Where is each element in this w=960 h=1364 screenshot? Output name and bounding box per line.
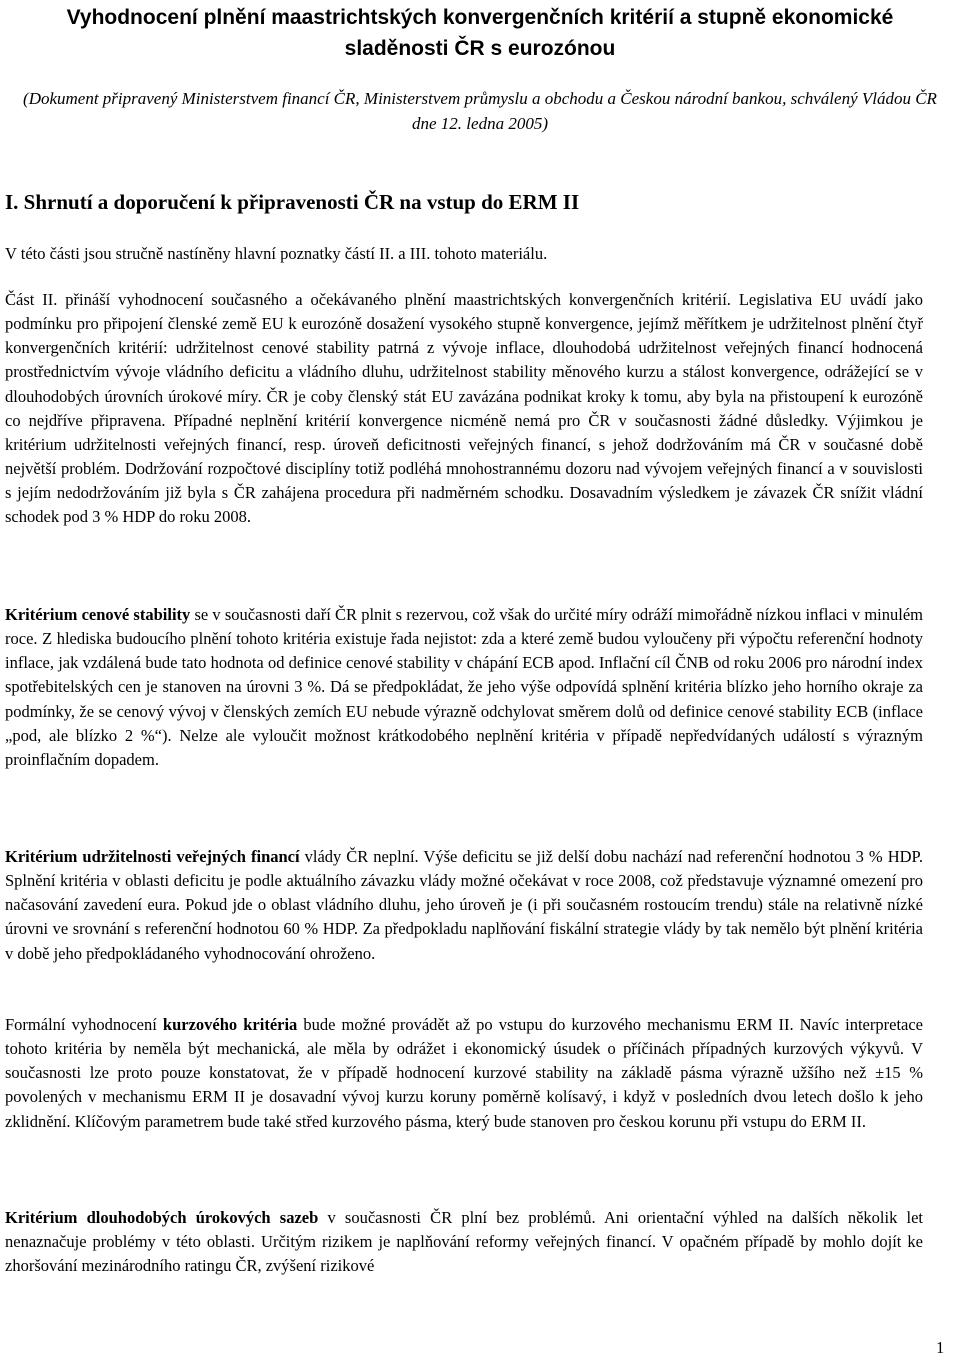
exchange-rate-intro: Formální vyhodnocení xyxy=(5,1015,163,1034)
exchange-rate-paragraph xyxy=(5,1013,923,1134)
exchange-rate-text: bude možné provádět až po vstupu do kurzového mechanismu ERM II. Navíc interpretace tohoto kritéria by neměla být mechanická, ale měla by odrážet i ekonomický úsudek o příčinách případných kurzových výkyvů. V současnosti lze proto pouze konstatovat, že v případě hodnocení kurzové stability na základě pásma výrazně užšího než ±15 % povolených v mechanismu ERM II je dosavadní vývoj kurzu koruny poměrně kolísavý, i když v posledních dvou letech došlo k jeho zklidnění. Klíčovým parametrem bude také střed kurzového pásma, který bude stanoven pro českou korunu při vstupu do ERM II. xyxy=(5,1015,923,1131)
interest-rate-lead: Kritérium dlouhodobých úrokových sazeb xyxy=(5,1208,319,1227)
intro-paragraph: V této části jsou stručně nastíněny hlavní poznatky částí II. a III. tohoto materiálu. xyxy=(5,244,548,263)
document-title: Vyhodnocení plnění maastrichtských konvergenčních kritérií a stupně ekonomické sladěnosti ČR s eurozónou xyxy=(66,6,894,60)
price-stability-text: se v současnosti daří ČR plnit s rezervou, což však do určité míry odráží mimořádně nízkou inflaci v minulém roce. Z hlediska budoucího plnění tohoto kritéria existuje řada nejistot: zda a které země budou vyloučeny při výpočtu referenční hodnoty inflace, jak vzdálená bude tato hodnota od definice cenové stability v chápání ECB apod. Inflační cíl ČNB od roku 2006 pro národní index spotřebitelských cen je stanoven na úrovni 3 %. Dá se předpokládat, že jeho výše odpovídá splnění kritéria blízko jeho horního okraje za podmínky, že se cenový vývoj v členských zemích EU nebude výrazně odchylovat směrem dolů od definice cenové stability ECB (inflace „pod, ale blízko 2 %“). Nelze ale vyloučit možnost krátkodobého neplnění kritéria v případě nepředvídaných událostí s výrazným proinflačním dopadem. xyxy=(5,605,923,769)
price-stability-lead: Kritérium cenové stability xyxy=(5,605,191,624)
section-heading: I. Shrnutí a doporučení k připravenosti ČR na vstup do ERM II xyxy=(5,190,580,214)
exchange-rate-lead: kurzového kritéria xyxy=(162,1015,298,1034)
interest-rate-paragraph xyxy=(5,1206,923,1278)
public-finance-lead: Kritérium udržitelnosti veřejných financí xyxy=(5,847,300,866)
part-two-paragraph: Část II. přináší vyhodnocení současného a očekávaného plnění maastrichtských konvergenčních kritérií. Legislativa EU uvádí jako podmínku pro připojení členské země EU k eurozóně dosažení vysokého stupně konvergence, jejímž měřítkem je udržitelnost plnění čtyř konvergenčních kritérií: udržitelnost cenové stability patrná z vývoje inflace, dlouhodobá udržitelnost veřejných financí hodnocená prostřednictvím vývoje vládního deficitu a vládního dluhu, udržitelnost stability měnového kurzu a stálost konvergence, odrážející se v dlouhodobých úrovních úrokové míry. ČR je coby členský stát EU zavázána podnikat kroky k tomu, aby byla na přistoupení k eurozóně co nejdříve připravena. Případné neplnění kritérií konvergence nicméně nemá pro ČR v současnosti žádné důsledky. Výjimkou je kritérium udržitelnosti veřejných financí, resp. úroveň deficitnosti veřejných financí, s jehož dodržováním má ČR v současné době největší problém. Dodržování rozpočtové disciplíny totiž podléhá mnohostrannému dozoru nad vývojem veřejných financí a v souvislosti s jejím nedodržováním již byla s ČR zahájena procedura při nadměrném schodku. Dosavadním výsledkem je závazek ČR snížit vládní schodek pod 3 % HDP do roku 2008. xyxy=(5,290,923,527)
document-subtitle: (Dokument připravený Ministerstvem financí ČR, Ministerstvem průmyslu a obchodu a Českou národní bankou, schválený Vládou ČR dne 12. ledna 2005) xyxy=(23,89,937,133)
price-stability-paragraph xyxy=(5,603,923,772)
interest-rate-text: v současnosti ČR plní bez problémů. Ani orientační výhled na dalších několik let nenaznačuje problémy v této oblasti. Určitým rizikem je naplňování reformy veřejných financí. V opačném případě by mohlo dojít ke zhoršování mezinárodního ratingu ČR, zvýšení rizikové xyxy=(5,1208,923,1276)
page-number: 1 xyxy=(936,1338,945,1357)
public-finance-paragraph xyxy=(5,845,923,966)
public-finance-text: vlády ČR neplní. Výše deficitu se již delší dobu nachází nad referenční hodnotou 3 % HDP. Splnění kritéria v oblasti deficitu je podle aktuálního závazku vlády možné očekávat v roce 2008, což představuje významné omezení pro načasování zavedení eura. Pokud jde o oblast vládního dluhu, jeho úroveň je (i při současném rostoucím trendu) stále na relativně nízké úrovni ve srovnání s referenční hodnotou 60 % HDP. Za předpokladu naplňování fiskální strategie vlády by tak nemělo být plnění kritéria v době jeho předpokládaného vyhodnocování ohroženo. xyxy=(5,847,923,963)
